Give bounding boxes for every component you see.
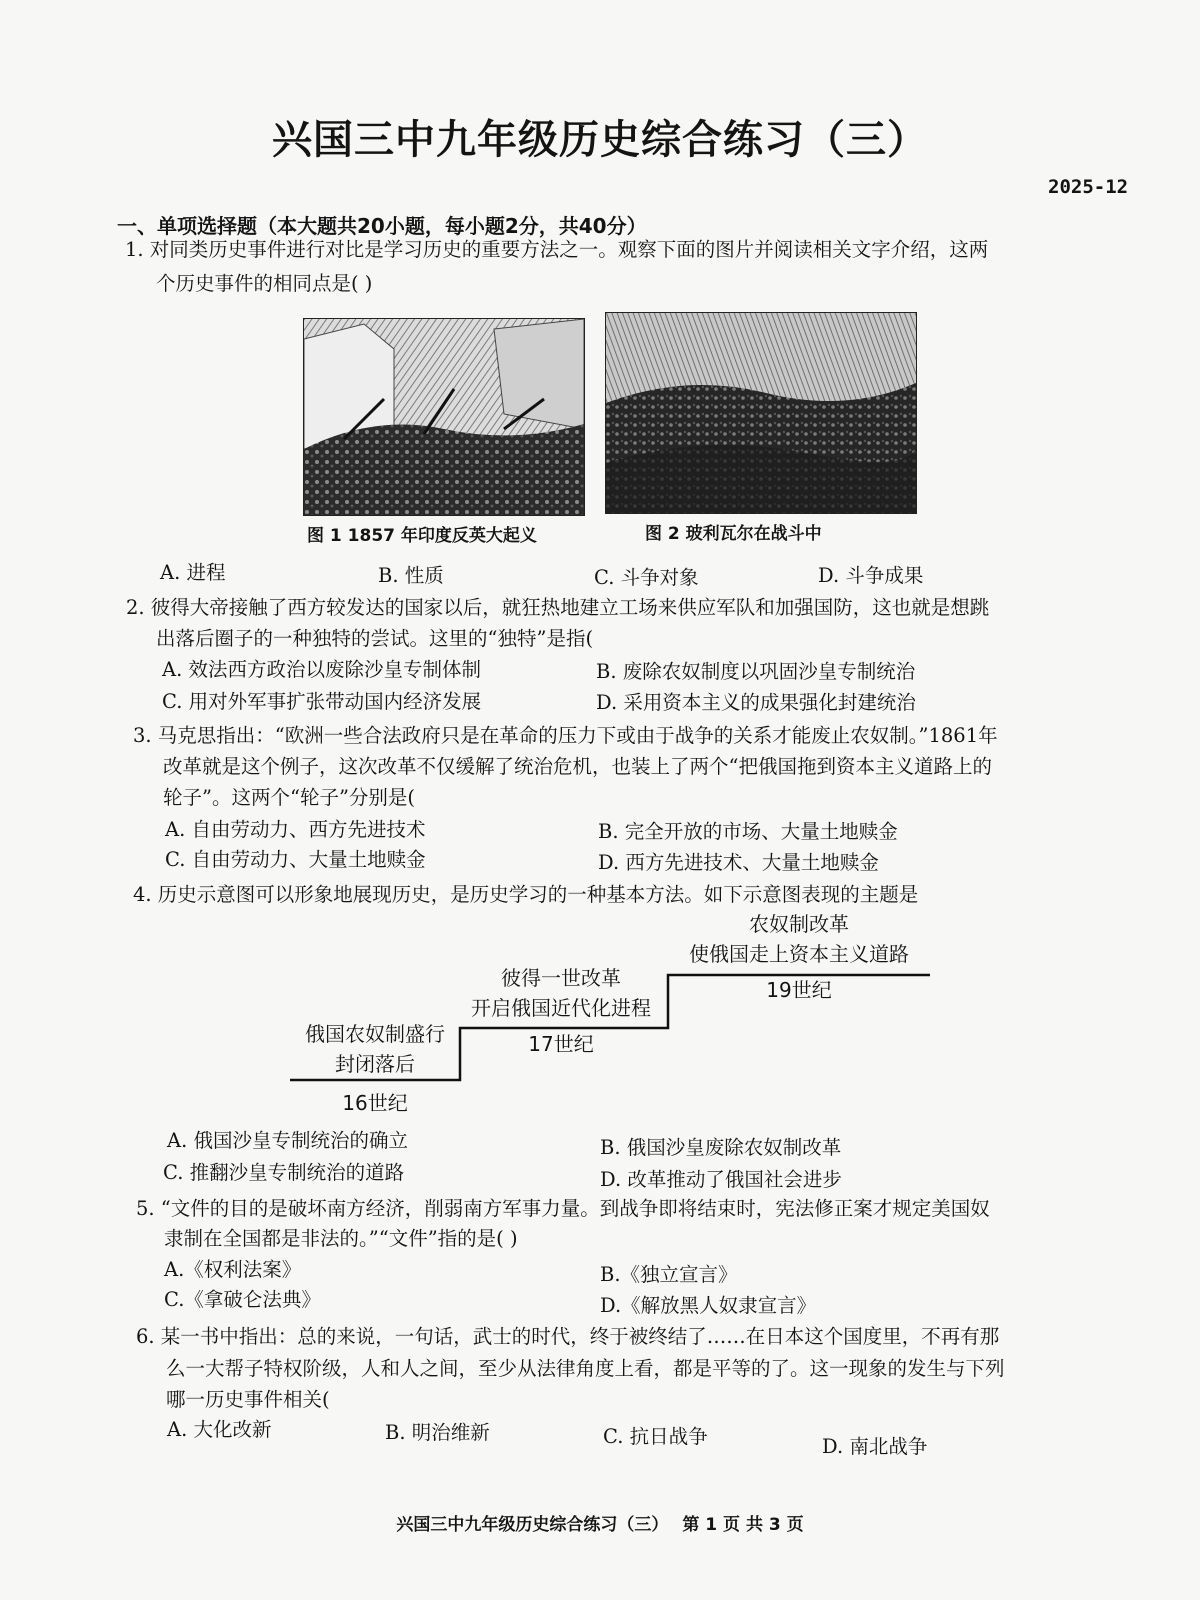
q3-option-b: B. 完全开放的市场、大量土地赎金 [598, 820, 898, 843]
step-1-line1: 俄国农奴制盛行 [305, 1022, 445, 1046]
q6-option-a: A. 大化改新 [167, 1418, 272, 1441]
q5-option-d: D.《解放黑人奴隶宣言》 [600, 1294, 817, 1317]
step-3-era: 19世纪 [766, 978, 832, 1002]
step-1-line2: 封闭落后 [335, 1052, 415, 1076]
page-footer [0, 1510, 1200, 1535]
q1-stem-line2: 个历史事件的相同点是( ) [156, 272, 373, 295]
q1-stem-line1: 1. 对同类历史事件进行对比是学习历史的重要方法之一。观察下面的图片并阅读相关文字介绍，这两 [125, 238, 989, 261]
q3-option-c: C. 自由劳动力、大量土地赎金 [165, 848, 426, 871]
q2-option-b: B. 废除农奴制度以巩固沙皇专制统治 [596, 660, 916, 683]
q3-option-a: A. 自由劳动力、西方先进技术 [165, 818, 426, 841]
q3-stem-line2: 改革就是这个例子，这次改革不仅缓解了统治危机，也装上了两个“把俄国拖到资本主义道路上的 [163, 755, 992, 778]
q4-option-b: B. 俄国沙皇废除农奴制改革 [600, 1136, 842, 1159]
q4-option-d: D. 改革推动了俄国社会进步 [600, 1168, 842, 1191]
exam-title: 兴国三中九年级历史综合练习（三） [272, 117, 928, 163]
q6-option-c: C. 抗日战争 [603, 1425, 708, 1448]
q6-stem-line3: 哪一历史事件相关( [166, 1388, 330, 1411]
q3-stem-line1: 3. 马克思指出：“欧洲一些合法政府只是在革命的压力下或由于战争的关系才能废止农奴制。”1861年 [133, 724, 998, 747]
q6-option-d: D. 南北战争 [822, 1435, 928, 1458]
q2-option-d: D. 采用资本主义的成果强化封建统治 [596, 691, 916, 714]
figure-2-image [605, 312, 917, 514]
q5-option-b: B.《独立宣言》 [600, 1263, 738, 1286]
q1-option-a: A. 进程 [160, 561, 226, 584]
figure-1-image [303, 318, 585, 516]
q4-option-c: C. 推翻沙皇专制统治的道路 [163, 1161, 405, 1184]
q2-stem-line1: 2. 彼得大帝接触了西方较发达的国家以后，就狂热地建立工场来供应军队和加强国防，这也就是想跳 [126, 596, 990, 619]
q3-option-d: D. 西方先进技术、大量土地赎金 [598, 851, 879, 874]
footer-page-number: 第 1 页 共 3 页 [682, 1515, 804, 1535]
q2-option-c: C. 用对外军事扩张带动国内经济发展 [162, 690, 482, 713]
q5-stem-line2: 隶制在全国都是非法的。”“文件”指的是( ) [164, 1227, 518, 1250]
step-3-line2: 使俄国走上资本主义道路 [689, 942, 909, 966]
figure-2-caption: 图 2 玻利瓦尔在战斗中 [645, 524, 822, 544]
q5-option-c: C.《拿破仑法典》 [164, 1288, 321, 1311]
q6-option-b: B. 明治维新 [385, 1421, 490, 1444]
step-2-line1: 彼得一世改革 [501, 966, 621, 990]
step-2-line2: 开启俄国近代化进程 [471, 996, 651, 1020]
q1-option-c: C. 斗争对象 [594, 566, 699, 589]
q1-option-d: D. 斗争成果 [818, 564, 924, 587]
q6-stem-line2: 么一大帮子特权阶级，人和人之间，至少从法律角度上看，都是平等的了。这一现象的发生与下列 [166, 1357, 1005, 1380]
q6-stem-line1: 6. 某一书中指出：总的来说，一句话，武士的时代，终于被终结了……在日本这个国度里，不再有那 [136, 1325, 1000, 1348]
q3-stem-line3: 轮子”。这两个“轮子”分别是( [163, 786, 416, 809]
step-2-era: 17世纪 [528, 1032, 594, 1056]
q4-option-a: A. 俄国沙皇专制统治的确立 [167, 1129, 408, 1152]
section-heading: 一、单项选择题（本大题共20小题，每小题2分，共40分） [117, 214, 647, 238]
q1-option-b: B. 性质 [378, 564, 444, 587]
figure-1-caption: 图 1 1857 年印度反英大起义 [307, 526, 537, 546]
q5-option-a: A.《权利法案》 [164, 1258, 302, 1281]
q2-stem-line2: 出落后圈子的一种独特的尝试。这里的“独特”是指( [156, 627, 594, 650]
footer-exam-name: 兴国三中九年级历史综合练习（三） [396, 1515, 669, 1535]
q2-option-a: A. 效法西方政治以废除沙皇专制体制 [162, 658, 481, 681]
step-1-era: 16世纪 [342, 1091, 408, 1115]
step-3-line1: 农奴制改革 [749, 912, 849, 936]
exam-date: 2025-12 [1048, 176, 1129, 198]
q5-stem-line1: 5. “文件的目的是破坏南方经济，削弱南方军事力量。到战争即将结束时，宪法修正案才规定美国奴 [136, 1197, 990, 1220]
q4-stem-line1: 4. 历史示意图可以形象地展现历史，是历史学习的一种基本方法。如下示意图表现的主题是 [133, 883, 919, 906]
